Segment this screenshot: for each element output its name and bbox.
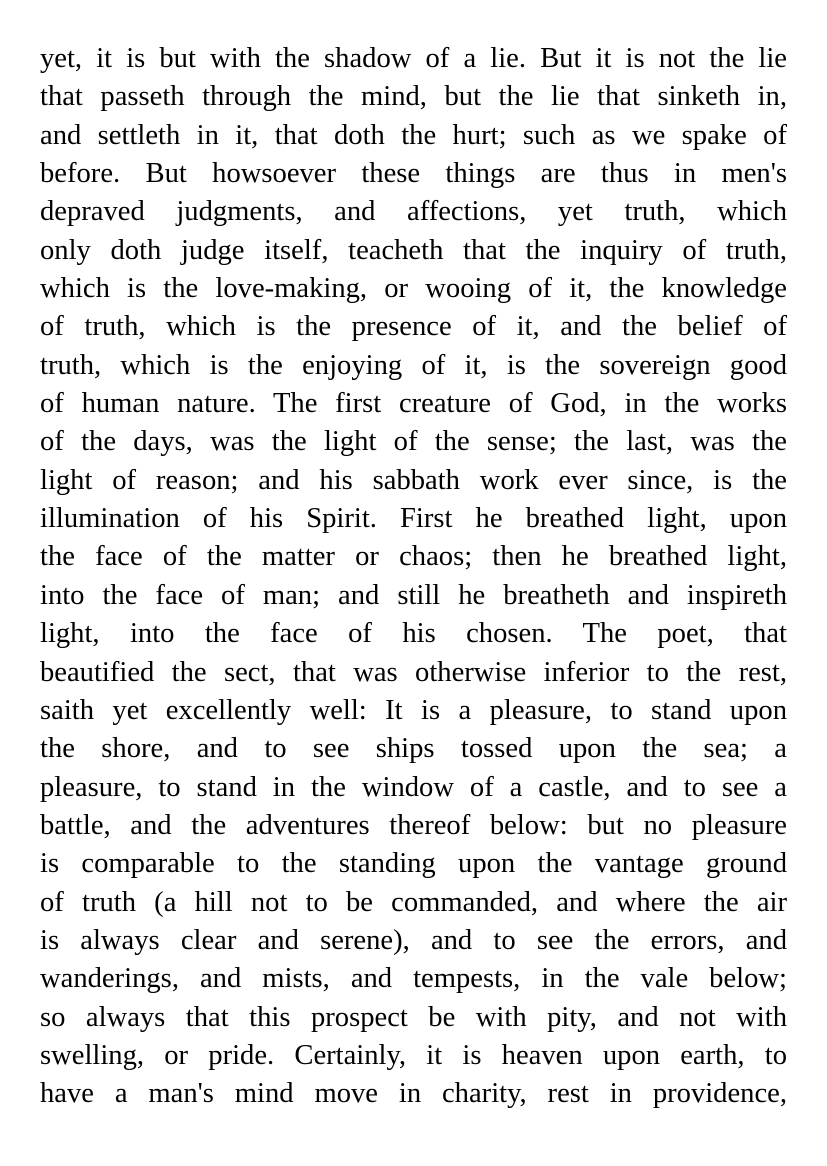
text-line: of truth (a hill not to be commanded, and where the air bbox=[40, 886, 787, 918]
text-line: swelling, or pride. Certainly, it is heaven upon earth, to bbox=[40, 1039, 787, 1071]
text-line: before. But howsoever these things are thus in men's bbox=[40, 158, 787, 190]
text-line: which is the love-making, or wooing of it, the knowledge bbox=[40, 273, 787, 305]
text-line: of human nature. The first creature of God, in the works bbox=[40, 388, 787, 420]
text-line: into the face of man; and still he breatheth and inspireth bbox=[40, 579, 787, 611]
body-text bbox=[40, 40, 787, 1114]
text-line: wanderings, and mists, and tempests, in the vale below; bbox=[40, 963, 787, 995]
text-line: yet, it is but with the shadow of a lie. But it is not the lie bbox=[40, 43, 787, 74]
text-line: have a man's mind move in charity, rest in providence, bbox=[40, 1078, 787, 1110]
text-line: and settleth in it, that doth the hurt; such as we spake of bbox=[40, 119, 787, 151]
text-line: the shore, and to see ships tossed upon the sea; a bbox=[40, 733, 787, 765]
text-line: light of reason; and his sabbath work ever since, is the bbox=[40, 464, 787, 496]
text-line: so always that this prospect be with pity, and not with bbox=[40, 1001, 787, 1033]
text-line: that passeth through the mind, but the lie that sinketh in, bbox=[40, 81, 787, 113]
text-line: depraved judgments, and affections, yet truth, which bbox=[40, 196, 787, 228]
text-line: the face of the matter or chaos; then he breathed light, bbox=[40, 541, 787, 573]
text-line: is always clear and serene), and to see the errors, and bbox=[40, 924, 787, 956]
text-line: only doth judge itself, teacheth that the inquiry of truth, bbox=[40, 234, 787, 266]
text-line: saith yet excellently well: It is a pleasure, to stand upon bbox=[40, 694, 787, 726]
text-line: of truth, which is the presence of it, and the belief of bbox=[40, 311, 787, 343]
text-line: pleasure, to stand in the window of a castle, and to see a bbox=[40, 771, 787, 803]
text-line: battle, and the adventures thereof below: but no pleasure bbox=[40, 809, 787, 841]
text-line: beautified the sect, that was otherwise inferior to the rest, bbox=[40, 656, 787, 688]
text-line: truth, which is the enjoying of it, is the sovereign good bbox=[40, 349, 787, 381]
text-line: illumination of his Spirit. First he breathed light, upon bbox=[40, 503, 787, 535]
text-line: light, into the face of his chosen. The poet, that bbox=[40, 618, 787, 650]
text-line: of the days, was the light of the sense; the last, was the bbox=[40, 426, 787, 458]
text-line: is comparable to the standing upon the vantage ground bbox=[40, 848, 787, 880]
